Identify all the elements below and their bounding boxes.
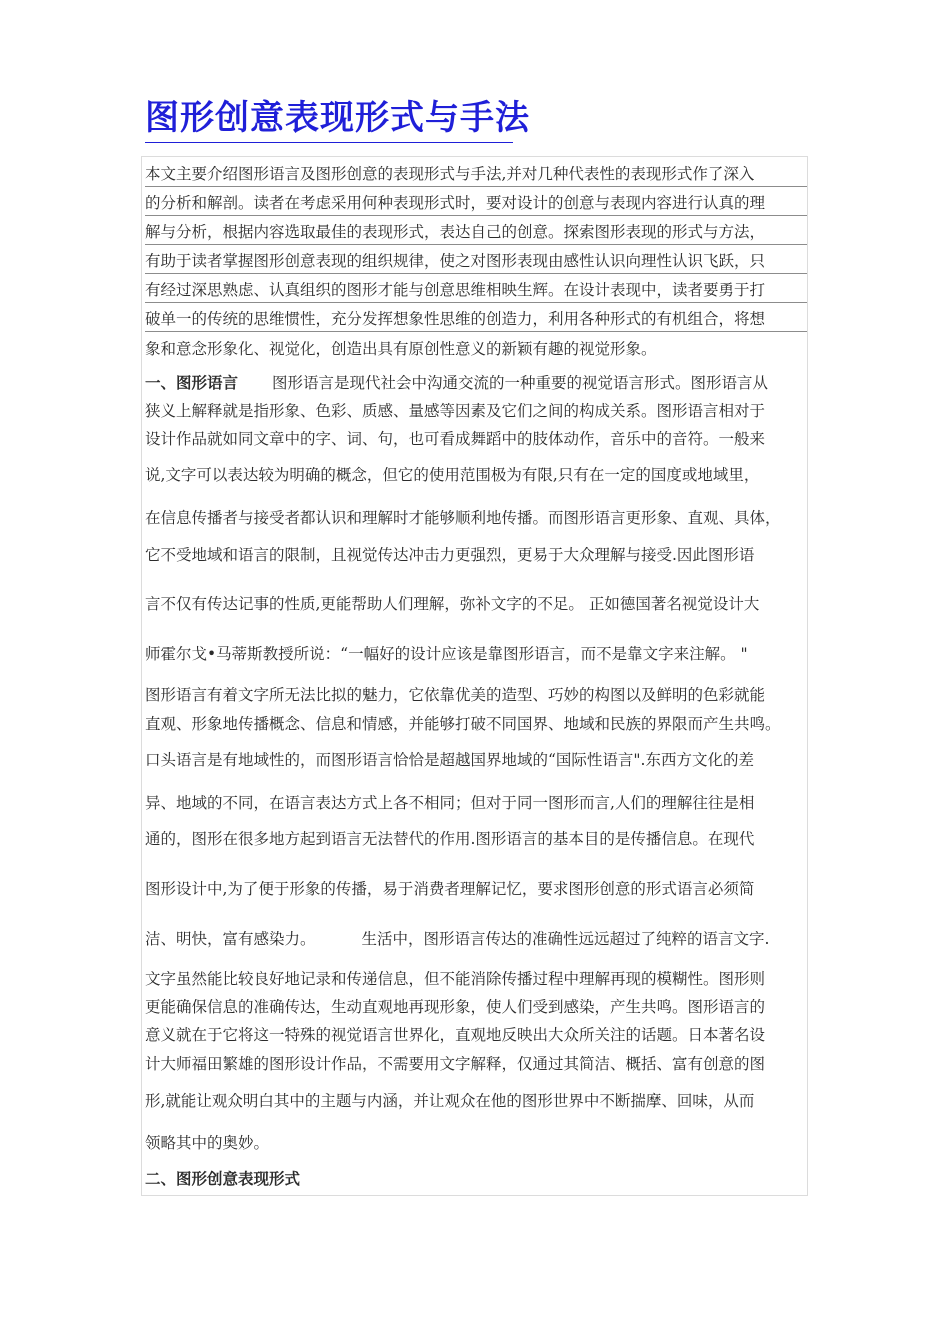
intro-line: 象和意念形象化、视觉化，创造出具有原创性意义的新颖有趣的视觉形象。 bbox=[145, 340, 657, 358]
paragraph-line: 师霍尔戈•马蒂斯教授所说：“一幅好的设计应该是靠图形语言，而不是靠文字来注解。 " bbox=[145, 645, 748, 663]
paragraph-line: 直观、形象地传播概念、信息和情感，并能够打破不同国界、地域和民族的界限而产生共鸣。 bbox=[145, 715, 781, 733]
paragraph-line: 图形语言有着文字所无法比拟的魅力，它依靠优美的造型、巧妙的构图以及鲜明的色彩就能 bbox=[145, 686, 766, 704]
intro-line: 本文主要介绍图形语言及图形创意的表现形式与手法,并对几种代表性的表现形式作了深入 bbox=[145, 164, 807, 187]
intro-line: 有经过深思熟虑、认真组织的图形才能与创意思维相映生辉。在设计表现中，读者要勇于打 bbox=[145, 280, 807, 303]
paragraph-line: 形,就能让观众明白其中的主题与内涵，并让观众在他的图形世界中不断揣摩、回味，从而 bbox=[145, 1092, 755, 1110]
document-title: 图形创意表现形式与手法 bbox=[145, 98, 530, 138]
paragraph-line: 口头语言是有地域性的，而图形语言恰恰是超越国界地域的“国际性语言".东西方文化的差 bbox=[145, 751, 754, 769]
paragraph-line: 在信息传播者与接受者都认识和理解时才能够顺利地传播。而图形语言更形象、直观、具体， bbox=[145, 509, 781, 527]
split-right: 生活中，图形语言传达的准确性远远超过了纯粹的语言文字. bbox=[361, 930, 770, 948]
paragraph-line: 领略其中的奥妙。 bbox=[145, 1134, 270, 1152]
intro-line: 解与分析，根据内容选取最佳的表现形式，表达自己的创意。探索图形表现的形式与方法， bbox=[145, 222, 807, 245]
paragraph-split-line bbox=[145, 929, 769, 949]
section1-first-line bbox=[145, 373, 768, 393]
paragraph-line: 文字虽然能比较良好地记录和传递信息，但不能消除传播过程中理解再现的模糊性。图形则 bbox=[145, 970, 766, 988]
paragraph-line: 设计作品就如同文章中的字、词、句，也可看成舞蹈中的肢体动作，音乐中的音符。一般来 bbox=[145, 430, 766, 448]
intro-line: 有助于读者掌握图形创意表现的组织规律，使之对图形表现由感性认识向理性认识飞跃，只 bbox=[145, 251, 807, 274]
intro-line: 破单一的传统的思维惯性，充分发挥想象性思维的创造力，利用各种形式的有机组合，将想 bbox=[145, 309, 807, 332]
title-underline bbox=[145, 142, 513, 143]
paragraph-line: 意义就在于它将这一特殊的视觉语言世界化，直观地反映出大众所关注的话题。日本著名设 bbox=[145, 1026, 766, 1044]
paragraph-line: 图形设计中,为了便于形象的传播，易于消费者理解记忆，要求图形创意的形式语言必须简 bbox=[145, 880, 755, 898]
paragraph-line: 计大师福田繁雄的图形设计作品，不需要用文字解释，仅通过其简洁、概括、富有创意的图 bbox=[145, 1055, 766, 1073]
section1-heading: 一、图形语言 bbox=[145, 374, 239, 392]
paragraph-line: 通的，图形在很多地方起到语言无法替代的作用.图形语言的基本目的是传播信息。在现代 bbox=[145, 830, 755, 848]
paragraph-line: 它不受地域和语言的限制，且视觉传达冲击力更强烈，更易于大众理解与接受.因此图形语 bbox=[145, 546, 755, 564]
paragraph-line: 说,文字可以表达较为明确的概念，但它的使用范围极为有限,只有在一定的国度或地域里， bbox=[145, 466, 760, 484]
section2-heading: 二、图形创意表现形式 bbox=[145, 1170, 301, 1188]
paragraph-line: 言不仅有传达记事的性质,更能帮助人们理解，弥补文字的不足。 正如德国著名视觉设计大 bbox=[145, 595, 760, 613]
paragraph-line: 更能确保信息的准确传达，生动直观地再现形象，使人们受到感染，产生共鸣。图形语言的 bbox=[145, 998, 766, 1016]
intro-line: 的分析和解剖。读者在考虑采用何种表现形式时，要对设计的创意与表现内容进行认真的理 bbox=[145, 193, 807, 216]
section1-first-text: 图形语言是现代社会中沟通交流的一种重要的视觉语言形式。图形语言从 bbox=[272, 374, 769, 392]
split-left: 洁、明快，富有感染力。 bbox=[145, 930, 316, 948]
paragraph-line: 异、地域的不同，在语言表达方式上各不相同；但对于同一图形而言,人们的理解往往是相 bbox=[145, 794, 755, 812]
paragraph-line: 狭义上解释就是指形象、色彩、质感、量感等因素及它们之间的构成关系。图形语言相对于 bbox=[145, 402, 766, 420]
